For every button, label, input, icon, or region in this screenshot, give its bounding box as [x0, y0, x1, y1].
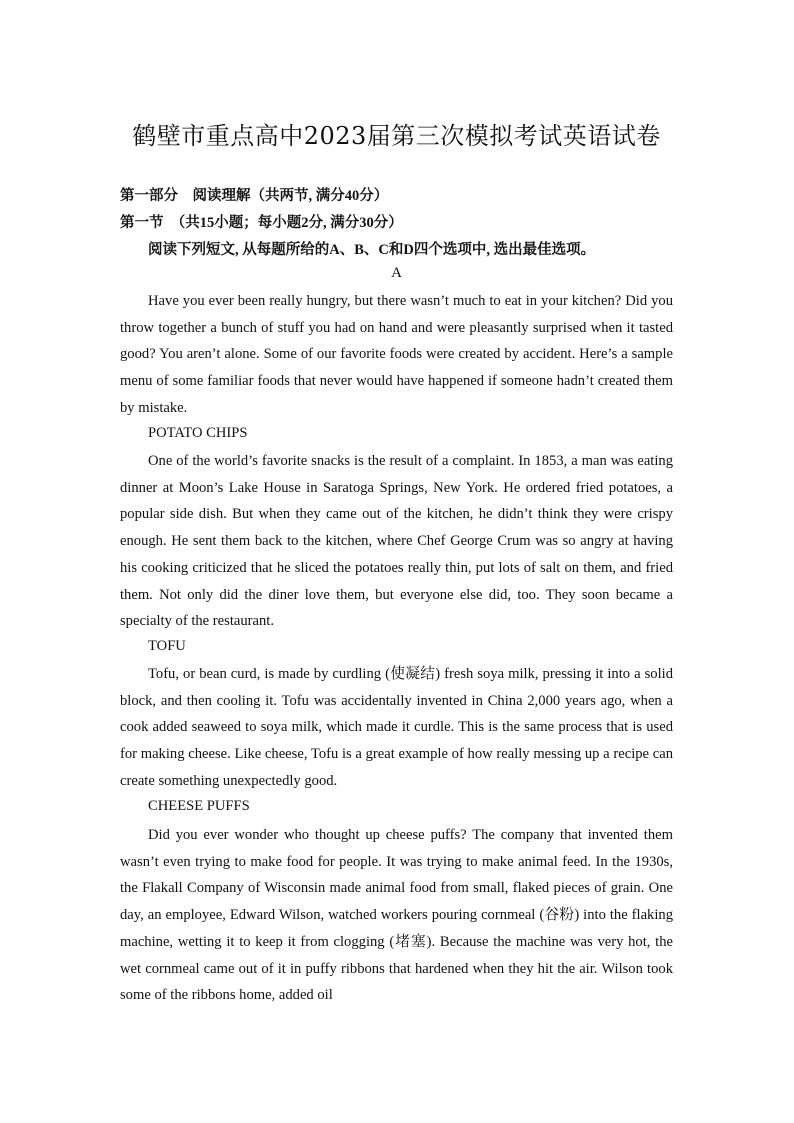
paragraph-potato-chips: One of the world’s favorite snacks is the result of a complaint. In 1853, a man was eating dinner at Moon’s Lake House in Saratoga Springs, New York. He ordered fried potatoes, a popular side dish. But when they came out of the kitchen, he didn’t think they were crispy enough. He sent them back to the kitchen, where Chef George Crum was so angry at having his cooking criticized that he sliced the potatoes really thin, put lots of salt on them, and fried them. Not only did the diner love them, but everyone else did, too. They soon became a specialty of the restaurant. [120, 453, 673, 630]
instruction-text: 阅读下列短文, 从每题所给的A、B、C和D四个选项中, 选出最佳选项。 [148, 242, 596, 258]
paragraph-cheese-puffs: Did you ever wonder who thought up cheese puffs? The company that invented them wasn’t even trying to make food for people. It was trying to make animal feed. In the 1930s, the Flakall Company of Wisconsin made animal food from small, flaked pieces of grain. One day, an employee, Edward Wilson, watched workers pouring cornmeal (谷粉) into the flaking machine, wetting it to keep it from clogging (堵塞). Because the machine was very hot, the wet cornmeal came out of it in puffy ribbons that hardened when they hit the air. Wilson took some of the ribbons home, added oil [120, 827, 673, 1004]
section-heading: 第一节 （共15小题；每小题2分, 满分30分） [120, 215, 403, 231]
passage-label: A [391, 265, 402, 281]
paragraph-intro: Have you ever been really hungry, but there wasn’t much to eat in your kitchen? Did you throw together a bunch of stuff you had on hand and were pleasantly surprised when it tasted good? You aren’t alone. Some of our favorite foods were created by accident. Here’s a sample menu of some familiar foods that never would have happened if someone hadn’t created them by mistake. [120, 293, 673, 416]
paragraph-tofu: Tofu, or bean curd, is made by curdling (使凝结) fresh soya milk, pressing it into a solid block, and then cooling it. Tofu was accidentally invented in China 2,000 years ago, when a cook added seaweed to soya milk, which made it curdle. This is the same process that is used for making cheese. Like cheese, Tofu is a great example of how really messing up a recipe can create something unexpectedly good. [120, 666, 673, 789]
heading-tofu: TOFU [148, 638, 186, 654]
heading-cheese-puffs: CHEESE PUFFS [148, 798, 250, 814]
heading-potato-chips: POTATO CHIPS [148, 425, 248, 441]
part-heading: 第一部分 阅读理解（共两节, 满分40分） [120, 188, 389, 204]
page-title: 鹤壁市重点高中2023届第三次模拟考试英语试卷 [132, 122, 661, 150]
